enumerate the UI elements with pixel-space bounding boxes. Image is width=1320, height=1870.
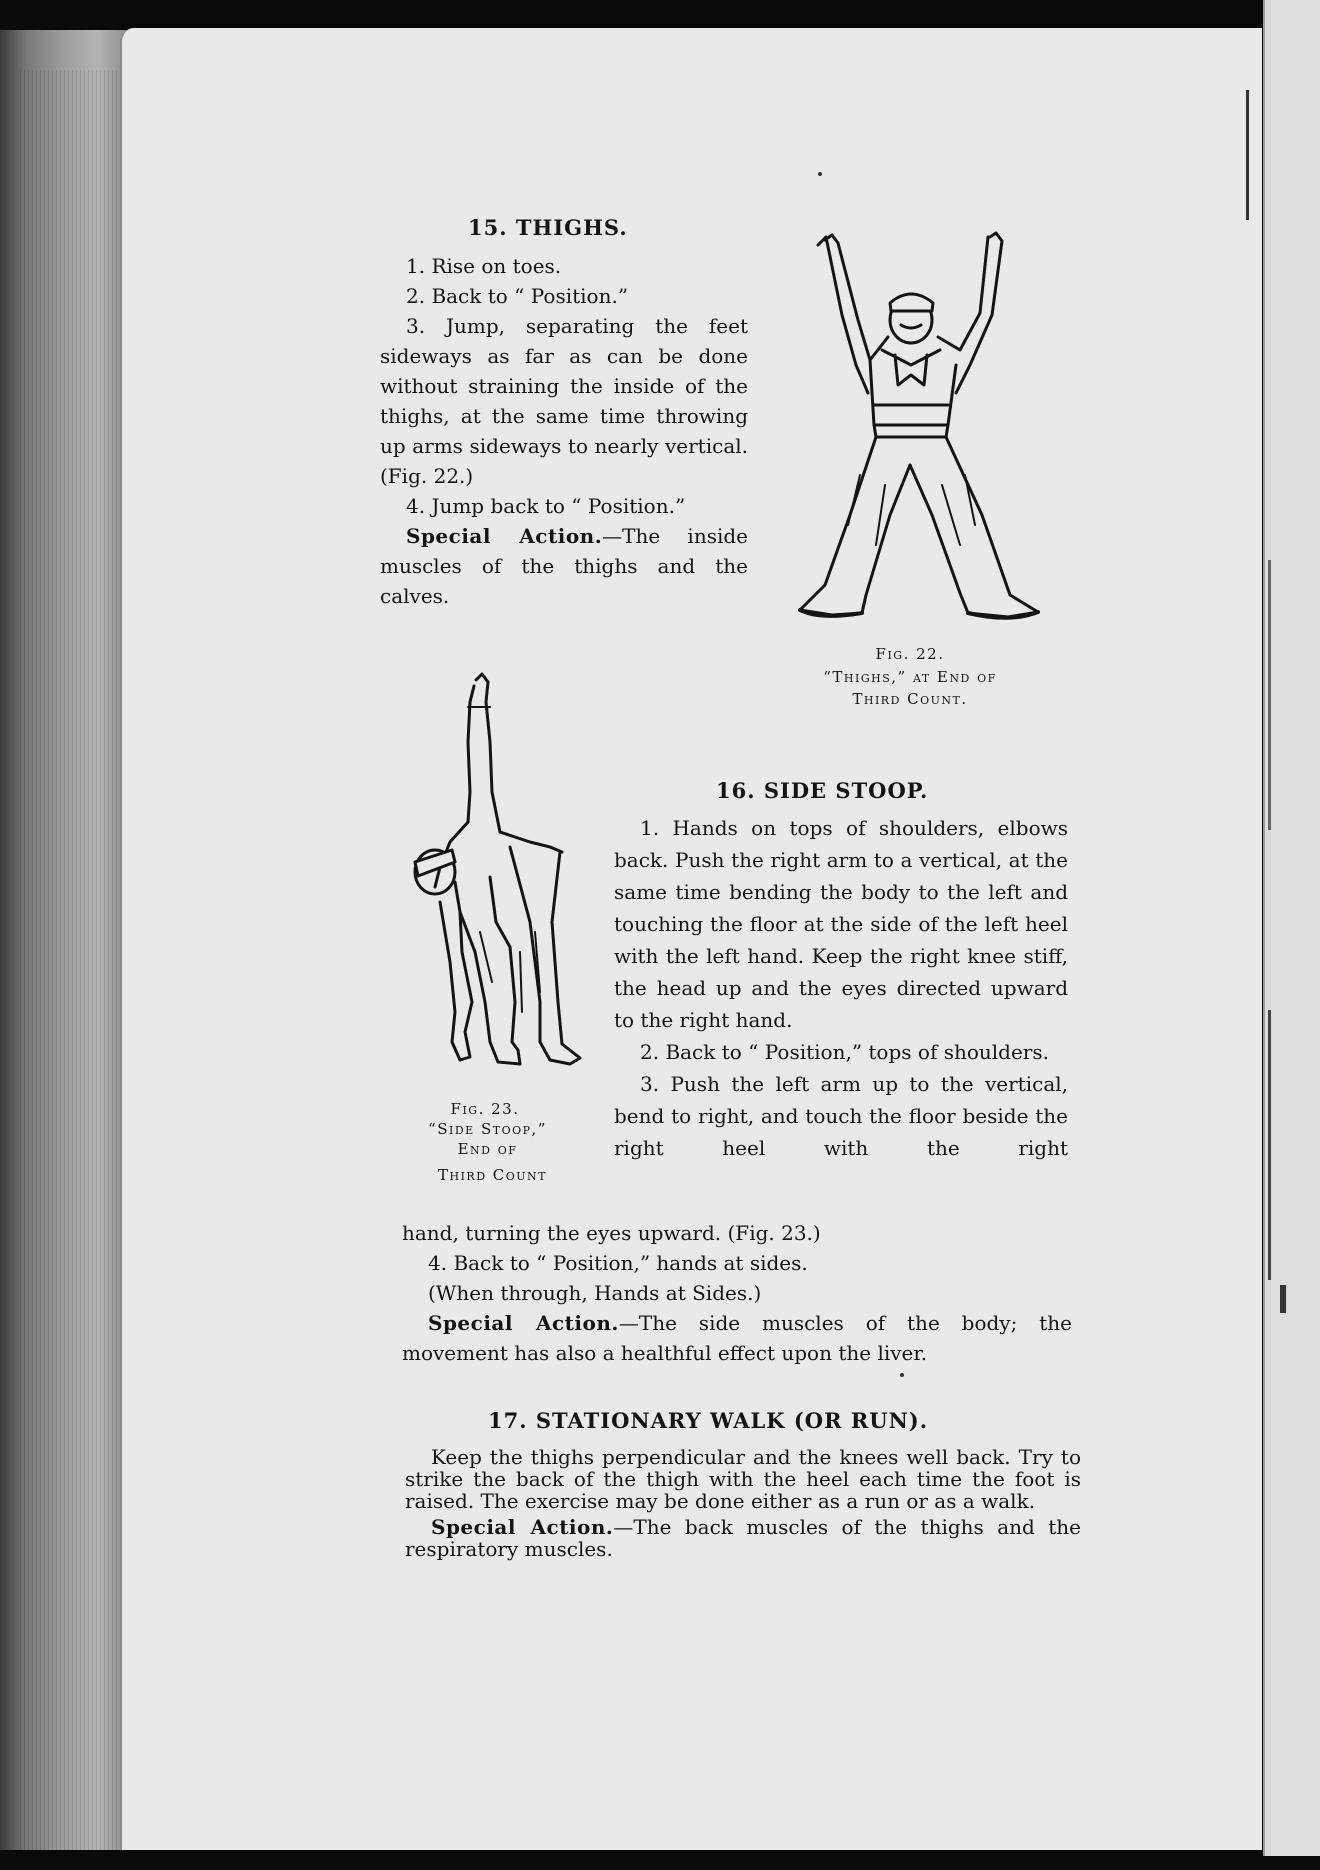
special-action xyxy=(380,521,748,611)
edge-mark xyxy=(1268,560,1271,830)
step-4: 4. Jump back to “ Position.” xyxy=(406,494,686,518)
figure-22-caption-line-2: Third Count. xyxy=(852,690,968,708)
speck xyxy=(900,1373,904,1377)
figure-22-illustration xyxy=(770,225,1050,635)
section-17-heading: 17. STATIONARY WALK (OR RUN). xyxy=(488,1408,929,1433)
figure-23-caption-line-2: End of xyxy=(457,1140,518,1158)
section-15-body xyxy=(380,251,748,611)
edge-mark xyxy=(1246,90,1249,220)
step-2: 2. Back to “ Position.” xyxy=(406,284,629,308)
step-4: 4. Back to “ Position,” hands at sides. xyxy=(428,1251,808,1275)
edge-mark xyxy=(1280,1285,1286,1313)
figure-22-caption-line-1: “Thighs,” at End of xyxy=(823,668,997,686)
section-16-body-right-column xyxy=(614,812,1068,1164)
special-action-label: Special Action. xyxy=(428,1311,619,1335)
page-edge-lines xyxy=(20,70,130,1870)
note: (When through, Hands at Sides.) xyxy=(428,1281,762,1305)
step-1: 1. Rise on toes. xyxy=(406,254,562,278)
step-1: 1. Hands on tops of shoulders, elbows back. Push the right arm to a vertical, at the same time bending the body to the left and touching the floor at the side of the left heel with the left hand. Keep the right knee stiff, the head up and the eyes directed upward to the right hand. xyxy=(614,816,1068,1032)
section-16-body-full-width xyxy=(402,1218,1072,1368)
special-action xyxy=(405,1516,1081,1560)
step-3: 3. Push the left arm up to the vertical, bend to right, and touch the floor beside the right heel with the right xyxy=(614,1072,1068,1160)
special-action xyxy=(402,1308,1072,1368)
figure-23-label: Fig. 23. xyxy=(450,1100,520,1118)
figure-23-illustration xyxy=(400,672,590,1082)
step-2: 2. Back to “ Position,” tops of shoulders. xyxy=(640,1040,1049,1064)
section-15-heading: 15. THIGHS. xyxy=(468,215,628,240)
special-action-text: —The back muscles of the thighs and the respiratory muscles. xyxy=(405,1515,1082,1561)
facing-page-edge xyxy=(1263,0,1320,1856)
section-17-body xyxy=(405,1446,1081,1560)
speck xyxy=(818,172,822,176)
step-3: 3. Jump, separating the feet sideways as far as can be done without straining the inside of the thighs, at the same time throwing up arms sideways to nearly vertical. (Fig. 22.) xyxy=(380,314,748,488)
special-action-text: —The side muscles of the body; the movement has also a healthful effect upon the liver. xyxy=(402,1311,1072,1365)
special-action-text: —The inside muscles of the thighs and the calves. xyxy=(380,524,748,608)
edge-mark xyxy=(1268,1010,1271,1280)
figure-22-label: Fig. 22. xyxy=(875,645,945,663)
special-action-label: Special Action. xyxy=(431,1515,614,1539)
step-3-continued: hand, turning the eyes upward. (Fig. 23.) xyxy=(402,1221,821,1245)
section-17-instructions: Keep the thighs perpendicular and the knees well back. Try to strike the back of the thigh with the heel each time the foot is raised. The exercise may be done either as a run or as a walk. xyxy=(405,1445,1081,1513)
section-16-heading: 16. SIDE STOOP. xyxy=(716,778,929,803)
special-action-label: Special Action. xyxy=(406,524,603,548)
figure-23-caption-line-1: “Side Stoop,” xyxy=(428,1120,547,1138)
figure-23-caption-line-3: Third Count xyxy=(437,1166,548,1184)
